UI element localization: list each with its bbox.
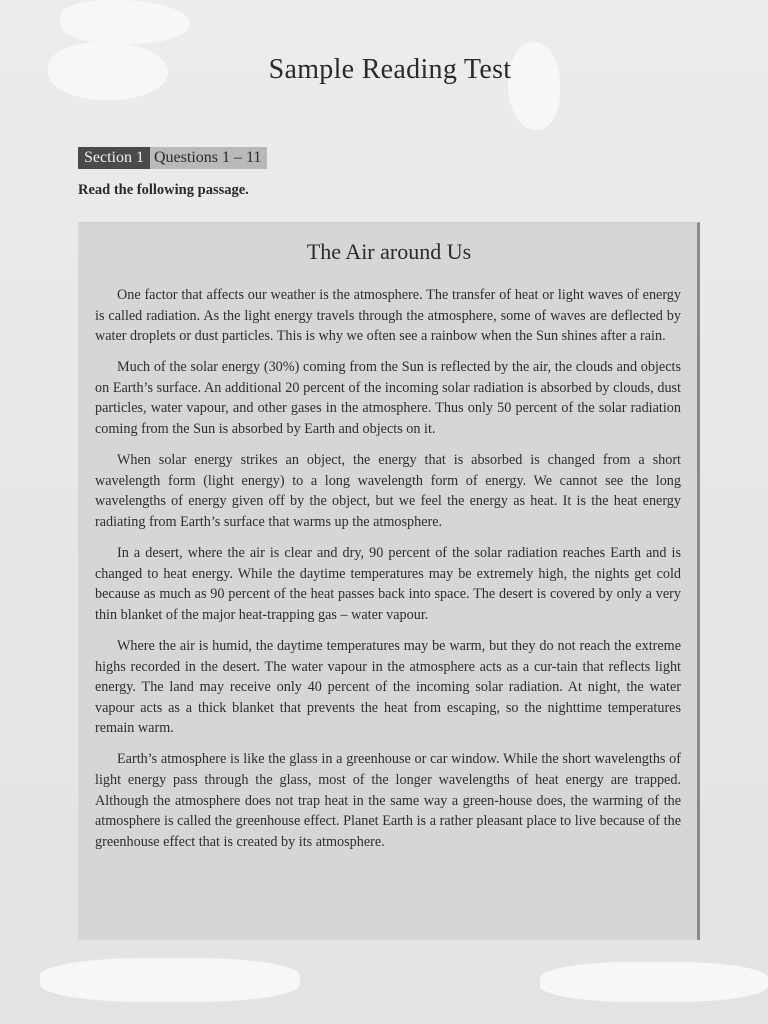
passage-paragraph: In a desert, where the air is clear and dry, 90 percent of the solar radiation reaches Earth and is changed to heat energy. While the daytime temperatures may be extremely high, the nights get cold because as much as 90 percent of the heat passes back into space. The desert is covered by only a very thin blanket of the major heat-trapping gas – water vapour. [95,545,681,623]
section-label: Section 1 [78,147,150,169]
page-title: Sample Reading Test [268,54,512,85]
section-questions-range: Questions 1 – 11 [150,147,267,169]
passage-paragraph: When solar energy strikes an object, the energy that is absorbed is changed from a short wavelength form (light energy) to a long wavelength form of energy. We cannot see the long wavelengths of energy given off by the object, but we feel the energy as heat. It is the heat energy radiating from Earth’s surface that warms up the atmosphere. [95,452,681,530]
scan-blot [540,962,768,1002]
passage-box [78,222,700,940]
passage-paragraph: Much of the solar energy (30%) coming from the Sun is reflected by the air, the clouds and objects on Earth’s surface. An additional 20 percent of the incoming solar radiation is absorbed by clouds, dust particles, water vapour, and other gases in the atmosphere. Thus only 50 percent of the solar radiation coming from the Sun is absorbed by Earth and objects on it. [95,359,681,438]
passage-body [95,285,681,863]
section-header [78,147,267,169]
passage-paragraph: One factor that affects our weather is the atmosphere. The transfer of heat or light waves of energy is called radiation. As the light energy travels through the atmosphere, some of waves are deflected by water droplets or dust particles. This is why we often see a rainbow when the Sun shines after a rain. [95,287,681,345]
reading-instruction: Read the following passage. [78,182,249,198]
scan-blot [40,958,300,1002]
scan-blot [60,0,190,44]
passage-title: The Air around Us [306,239,472,264]
passage-paragraph: Where the air is humid, the daytime temperatures may be warm, but they do not reach the extreme highs recorded in the desert. The water vapour in the atmosphere acts as a cur-tain that reflects light energy. The land may receive only 40 percent of the incoming solar radiation. At night, the water vapour acts as a thick blanket that prevents the heat from escaping, so the nighttime temperatures remain warm. [95,637,681,737]
passage-paragraph: Earth’s atmosphere is like the glass in a greenhouse or car window. While the short wavelengths of light energy pass through the glass, most of the longer wavelengths of heat energy are trapped. Although the atmosphere does not trap heat in the same way a green-house does, the warming of the atmosphere is called the greenhouse effect. Planet Earth is a rather pleasant place to live because of the greenhouse effect that is created by its atmosphere. [95,751,681,850]
